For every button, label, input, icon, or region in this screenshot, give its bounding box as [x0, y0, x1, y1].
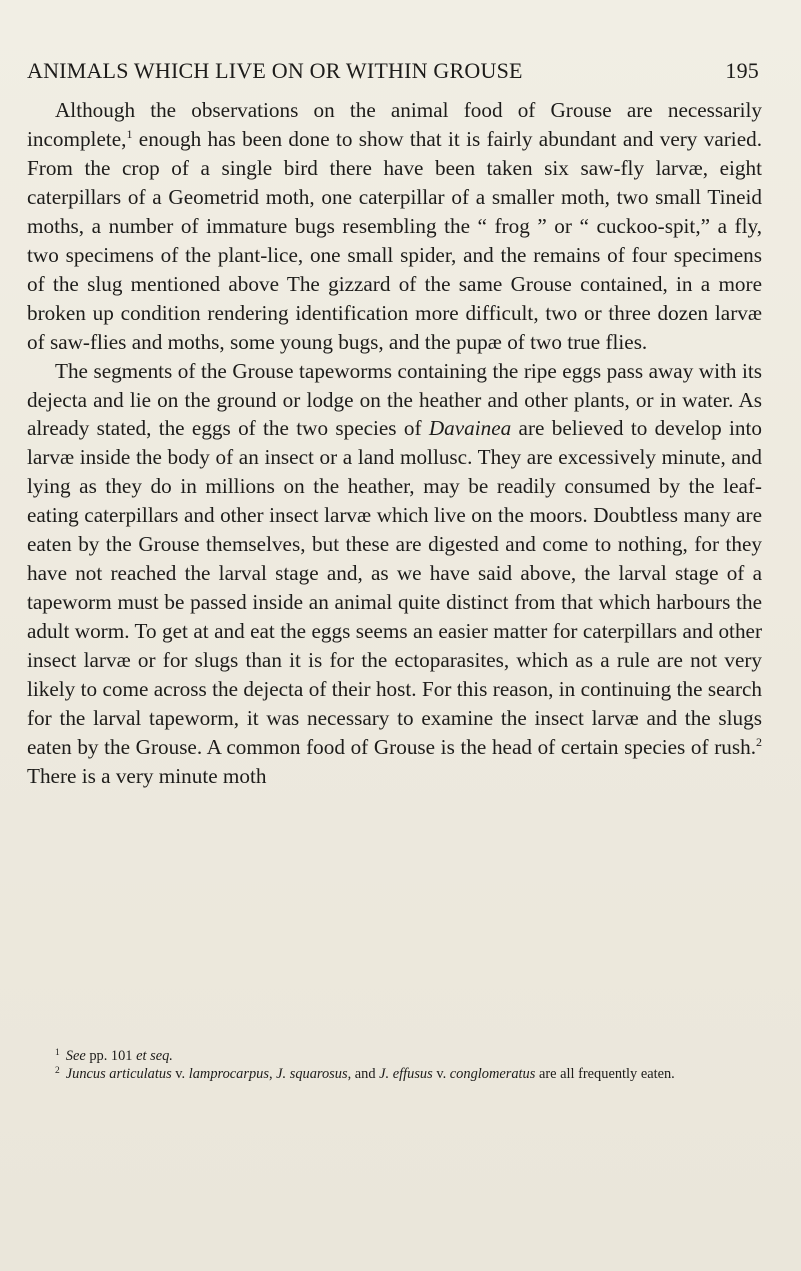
footnote-1-pages: pp. 101 — [85, 1048, 137, 1064]
footnote-2-var-2: v. — [432, 1065, 450, 1082]
paragraph-2-text-c: There is a very minute moth — [27, 763, 267, 788]
genus-name: Davainea — [428, 416, 512, 441]
footnote-2 — [27, 1066, 762, 1084]
body-text — [27, 96, 762, 791]
paragraph-1 — [27, 96, 762, 357]
footnote-ref-2: 2 — [756, 734, 762, 749]
running-head-title: ANIMALS WHICH LIVE ON OR WITHIN GROUSE — [27, 58, 523, 83]
paragraph-2-text-a: The segments of the Grouse tapeworms containing the ripe eggs pass away with its dejecta and lie on the ground or lodge on the heather and other plants, or in water. As already stated, the eggs of the two species of — [27, 358, 762, 441]
footnote-2-var-1: v. — [171, 1065, 189, 1082]
footnote-ref-1: 1 — [126, 126, 133, 141]
footnote-2-mark: 2 — [55, 1065, 60, 1076]
footnote-1 — [27, 1048, 762, 1066]
footnote-2-species-2: lamprocarpus — [188, 1065, 269, 1082]
footnote-1-mark: 1 — [55, 1048, 60, 1058]
footnote-2-species-5: conglomeratus — [449, 1065, 536, 1082]
paragraph-1-text-b: enough has been done to show that it is fairly abundant and very varied. From the crop of a single bird there have been taken six saw-fly larvæ, eight caterpillars of a Geometrid moth, one caterpillar of a smaller moth, two small Tineid moths, a number of immature bugs resembling the “ frog ” or “ cuckoo-spit,” a fly, two specimens of the plant-lice, one small spider, and the remains of four specimens of the slug mentioned above The gizzard of the same Grouse contained, in a more broken up condition rendering identification more difficult, two or three dozen larvæ of saw-flies and moths, some young bugs, and the pupæ of two true flies. — [27, 126, 762, 354]
footnote-1-see: See — [65, 1048, 86, 1064]
footnote-2-and: , and — [347, 1065, 380, 1082]
footnote-2-species-4: J. effusus — [379, 1065, 433, 1082]
footnote-1-et-seq: et seq. — [136, 1048, 173, 1064]
paragraph-1-text-a: Although the observations on the animal food of Grouse are necessarily incomplete, — [27, 98, 762, 151]
footnote-2-species-1: Juncus articulatus — [65, 1065, 172, 1082]
footnote-2-sep: , — [268, 1065, 277, 1082]
running-head — [27, 58, 759, 88]
paragraph-2-text-b: are believed to develop into larvæ inside the body of an insect or a land mollusc. They are excessively minute, and lying as they do in millions on the heather, may be readily consumed by the leaf-eating caterpillars and other insect larvæ which live on the moors. Doubtless many are eaten by the Grouse themselves, but these are digested and come to nothing, for they have not reached the larval stage and, as we have said above, the larval stage of a tapeworm must be passed inside an animal quite distinct from that which harbours the adult worm. To get at and eat the eggs seems an easier matter for caterpillars and other insect larvæ or for slugs than it is for the ectoparasites, which as a rule are not very likely to come across the dejecta of their host. For this reason, in continuing the search for the larval tapeworm, it was necessary to examine the insect larvæ and the slugs eaten by the Grouse. A common food of Grouse is the head of certain species of rush. — [27, 416, 762, 759]
paragraph-2 — [27, 357, 762, 791]
footnotes — [27, 1048, 762, 1083]
page-number: 195 — [725, 58, 759, 83]
footnote-2-tail: are all frequently eaten. — [535, 1065, 675, 1082]
footnote-2-species-3: J. squarosus — [276, 1065, 348, 1082]
